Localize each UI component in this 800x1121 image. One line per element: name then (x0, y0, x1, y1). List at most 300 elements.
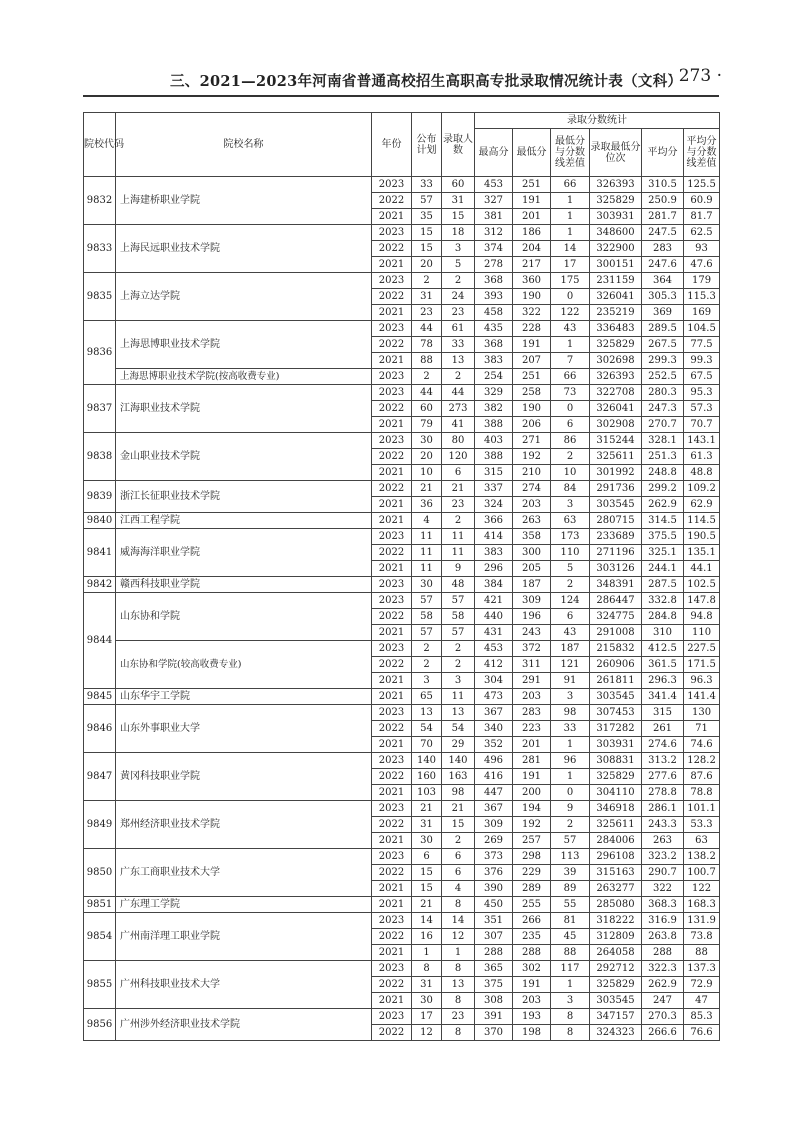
data-cell: 62.9 (684, 497, 720, 513)
data-cell: 121 (551, 657, 590, 673)
data-cell: 223 (513, 721, 551, 737)
data-cell: 289.5 (642, 321, 684, 337)
data-cell: 171.5 (684, 657, 720, 673)
data-cell: 1 (551, 977, 590, 993)
data-cell: 124 (551, 593, 590, 609)
data-cell: 2021 (372, 689, 412, 705)
data-cell: 79 (412, 417, 442, 433)
data-cell: 54 (412, 721, 442, 737)
data-cell: 2023 (372, 529, 412, 545)
data-cell: 74.6 (684, 737, 720, 753)
data-cell: 190 (513, 289, 551, 305)
data-cell: 375 (475, 977, 513, 993)
data-cell: 300 (513, 545, 551, 561)
data-cell: 7 (551, 353, 590, 369)
data-cell: 6 (412, 849, 442, 865)
data-cell: 23 (412, 305, 442, 321)
data-cell: 205 (513, 561, 551, 577)
data-cell: 30 (412, 833, 442, 849)
data-cell: 231159 (590, 273, 642, 289)
school-name-cell: 上海思博职业技术学院(按高收费专业) (116, 369, 372, 385)
data-cell: 278.8 (642, 785, 684, 801)
data-cell: 1 (551, 737, 590, 753)
data-cell: 267.5 (642, 337, 684, 353)
data-cell: 61 (442, 321, 475, 337)
data-cell: 2023 (372, 961, 412, 977)
table-row (84, 481, 720, 497)
data-cell: 2022 (372, 449, 412, 465)
data-cell: 314.5 (642, 513, 684, 529)
data-cell: 296.3 (642, 673, 684, 689)
data-cell: 307 (475, 929, 513, 945)
data-cell: 283 (513, 705, 551, 721)
data-cell: 348391 (590, 577, 642, 593)
data-cell: 21 (412, 481, 442, 497)
data-cell: 5 (551, 561, 590, 577)
data-cell: 9 (442, 561, 475, 577)
data-cell: 2023 (372, 1009, 412, 1025)
school-code-cell: 9851 (84, 897, 116, 913)
data-cell: 187 (551, 641, 590, 657)
data-cell: 311 (513, 657, 551, 673)
data-cell: 304110 (590, 785, 642, 801)
data-cell: 281.7 (642, 209, 684, 225)
data-cell: 57 (551, 833, 590, 849)
data-cell: 3 (442, 673, 475, 689)
school-code-cell: 9845 (84, 689, 116, 705)
data-cell: 23 (442, 305, 475, 321)
data-cell: 4 (442, 881, 475, 897)
data-cell: 261 (642, 721, 684, 737)
data-cell: 303545 (590, 689, 642, 705)
data-cell: 247 (642, 993, 684, 1009)
table-row (84, 177, 720, 193)
header-rule (83, 95, 719, 97)
data-cell: 322 (513, 305, 551, 321)
data-cell: 2 (412, 641, 442, 657)
data-cell: 2021 (372, 209, 412, 225)
data-cell: 266 (513, 913, 551, 929)
data-cell: 263.8 (642, 929, 684, 945)
data-cell: 358 (513, 529, 551, 545)
table-row (84, 273, 720, 289)
data-cell: 260906 (590, 657, 642, 673)
data-cell: 11 (442, 529, 475, 545)
data-cell: 308831 (590, 753, 642, 769)
school-code-cell: 9840 (84, 513, 116, 529)
data-cell: 3 (442, 241, 475, 257)
data-cell: 2023 (372, 849, 412, 865)
data-cell: 2022 (372, 401, 412, 417)
data-cell: 91 (551, 673, 590, 689)
school-code-cell: 9842 (84, 577, 116, 593)
data-cell: 280.3 (642, 385, 684, 401)
data-cell: 2022 (372, 769, 412, 785)
data-cell: 361.5 (642, 657, 684, 673)
data-cell: 31 (412, 289, 442, 305)
data-cell: 62.5 (684, 225, 720, 241)
data-cell: 8 (412, 961, 442, 977)
data-cell: 2022 (372, 241, 412, 257)
table-row (84, 913, 720, 929)
school-name-cell: 上海民远职业技术学院 (116, 225, 372, 273)
school-name-cell: 威海海洋职业学院 (116, 529, 372, 577)
data-cell: 1 (442, 945, 475, 961)
data-cell: 20 (412, 257, 442, 273)
data-cell: 289 (513, 881, 551, 897)
data-cell: 194 (513, 801, 551, 817)
data-cell: 2 (442, 641, 475, 657)
data-cell: 206 (513, 417, 551, 433)
data-cell: 1 (551, 769, 590, 785)
data-cell: 63 (684, 833, 720, 849)
data-cell: 368.3 (642, 897, 684, 913)
data-cell: 364 (642, 273, 684, 289)
data-cell: 77.5 (684, 337, 720, 353)
data-cell: 326393 (590, 177, 642, 193)
school-code-cell: 9841 (84, 529, 116, 577)
data-cell: 243.3 (642, 817, 684, 833)
data-cell: 12 (412, 1025, 442, 1041)
data-cell: 15 (412, 241, 442, 257)
data-cell: 186 (513, 225, 551, 241)
data-cell: 257 (513, 833, 551, 849)
data-cell: 337 (475, 481, 513, 497)
data-cell: 251 (513, 369, 551, 385)
table-row (84, 1009, 720, 1025)
data-cell: 30 (412, 993, 442, 1009)
school-code-cell: 9850 (84, 849, 116, 897)
data-cell: 44 (442, 385, 475, 401)
data-cell: 325829 (590, 337, 642, 353)
data-cell: 33 (442, 337, 475, 353)
data-cell: 367 (475, 705, 513, 721)
data-cell: 191 (513, 769, 551, 785)
data-cell: 8 (442, 897, 475, 913)
data-cell: 57.3 (684, 401, 720, 417)
data-cell: 366 (475, 513, 513, 529)
school-name-cell: 郑州经济职业技术学院 (116, 801, 372, 849)
data-cell: 13 (442, 977, 475, 993)
data-cell: 13 (412, 705, 442, 721)
data-cell: 63 (551, 513, 590, 529)
data-cell: 325829 (590, 977, 642, 993)
data-cell: 316.9 (642, 913, 684, 929)
data-cell: 16 (412, 929, 442, 945)
data-cell: 298 (513, 849, 551, 865)
data-cell: 315 (475, 465, 513, 481)
data-cell: 80 (442, 433, 475, 449)
data-cell: 114.5 (684, 513, 720, 529)
data-cell: 250.9 (642, 193, 684, 209)
data-cell: 21 (442, 801, 475, 817)
data-cell: 290.7 (642, 865, 684, 881)
data-cell: 383 (475, 545, 513, 561)
data-cell: 2023 (372, 801, 412, 817)
table-row (84, 225, 720, 241)
data-cell: 310.5 (642, 177, 684, 193)
table-row (84, 705, 720, 721)
data-cell: 299.3 (642, 353, 684, 369)
data-cell: 376 (475, 865, 513, 881)
data-cell: 217 (513, 257, 551, 273)
data-cell: 191 (513, 193, 551, 209)
data-cell: 191 (513, 977, 551, 993)
data-cell: 2022 (372, 193, 412, 209)
data-cell: 71 (684, 721, 720, 737)
data-cell: 302908 (590, 417, 642, 433)
data-cell: 100.7 (684, 865, 720, 881)
data-cell: 227.5 (684, 641, 720, 657)
data-cell: 179 (684, 273, 720, 289)
data-cell: 291736 (590, 481, 642, 497)
table-body (84, 177, 720, 1041)
data-cell: 2023 (372, 321, 412, 337)
data-cell: 373 (475, 849, 513, 865)
data-cell: 6 (551, 609, 590, 625)
table-row (84, 513, 720, 529)
data-cell: 2022 (372, 545, 412, 561)
data-cell: 370 (475, 1025, 513, 1041)
data-cell: 255 (513, 897, 551, 913)
data-cell: 169 (684, 305, 720, 321)
data-cell: 393 (475, 289, 513, 305)
data-cell: 291 (513, 673, 551, 689)
data-cell: 53.3 (684, 817, 720, 833)
data-cell: 2021 (372, 993, 412, 1009)
data-cell: 15 (442, 817, 475, 833)
data-cell: 128.2 (684, 753, 720, 769)
data-cell: 21 (412, 897, 442, 913)
data-cell: 117 (551, 961, 590, 977)
data-cell: 2022 (372, 1025, 412, 1041)
data-cell: 458 (475, 305, 513, 321)
data-cell: 288 (642, 945, 684, 961)
data-cell: 2021 (372, 833, 412, 849)
school-code-cell: 9832 (84, 177, 116, 225)
data-cell: 322 (642, 881, 684, 897)
data-cell: 270.3 (642, 1009, 684, 1025)
data-cell: 270.7 (642, 417, 684, 433)
data-cell: 300151 (590, 257, 642, 273)
data-cell: 138.2 (684, 849, 720, 865)
data-cell: 6 (442, 465, 475, 481)
data-cell: 143.1 (684, 433, 720, 449)
data-cell: 2021 (372, 417, 412, 433)
school-code-cell: 9833 (84, 225, 116, 273)
data-cell: 13 (442, 353, 475, 369)
school-code-cell: 9855 (84, 961, 116, 1009)
data-cell: 13 (442, 705, 475, 721)
data-cell: 198 (513, 1025, 551, 1041)
data-cell: 35 (412, 209, 442, 225)
data-cell: 2021 (372, 305, 412, 321)
data-cell: 341.4 (642, 689, 684, 705)
data-cell: 196 (513, 609, 551, 625)
data-cell: 251.3 (642, 449, 684, 465)
data-cell: 2022 (372, 817, 412, 833)
data-cell: 391 (475, 1009, 513, 1025)
data-cell: 98 (442, 785, 475, 801)
data-cell: 21 (412, 801, 442, 817)
data-cell: 88 (551, 945, 590, 961)
data-cell: 30 (412, 577, 442, 593)
data-cell: 340 (475, 721, 513, 737)
data-cell: 14 (551, 241, 590, 257)
data-cell: 325829 (590, 769, 642, 785)
data-cell: 375.5 (642, 529, 684, 545)
data-cell: 325611 (590, 449, 642, 465)
data-cell: 365 (475, 961, 513, 977)
data-cell: 228 (513, 321, 551, 337)
data-cell: 251 (513, 177, 551, 193)
data-cell: 2023 (372, 225, 412, 241)
header-cell: 公布计划 (412, 113, 442, 177)
data-cell: 2022 (372, 929, 412, 945)
data-cell: 3 (412, 673, 442, 689)
data-cell: 368 (475, 273, 513, 289)
data-cell: 43 (551, 625, 590, 641)
data-cell: 18 (442, 225, 475, 241)
data-cell: 329 (475, 385, 513, 401)
data-cell: 29 (442, 737, 475, 753)
data-cell: 315163 (590, 865, 642, 881)
data-cell: 103 (412, 785, 442, 801)
school-name-cell: 山东协和学院 (116, 593, 372, 641)
data-cell: 58 (412, 609, 442, 625)
header-cell: 最低分与分数线差值 (551, 129, 590, 177)
school-name-cell: 上海立达学院 (116, 273, 372, 321)
school-code-cell: 9854 (84, 913, 116, 961)
data-cell: 6 (551, 417, 590, 433)
data-cell: 8 (551, 1025, 590, 1041)
data-cell: 86 (551, 433, 590, 449)
data-cell: 147.8 (684, 593, 720, 609)
data-cell: 421 (475, 593, 513, 609)
table-row (84, 321, 720, 337)
data-cell: 10 (551, 465, 590, 481)
school-name-cell: 上海建桥职业学院 (116, 177, 372, 225)
data-cell: 203 (513, 689, 551, 705)
school-name-cell: 广东理工学院 (116, 897, 372, 913)
data-cell: 1 (551, 337, 590, 353)
data-cell: 247.6 (642, 257, 684, 273)
data-cell: 192 (513, 449, 551, 465)
data-cell: 210 (513, 465, 551, 481)
data-cell: 57 (412, 193, 442, 209)
data-cell: 60 (442, 177, 475, 193)
data-cell: 2022 (372, 481, 412, 497)
data-cell: 31 (412, 977, 442, 993)
data-cell: 0 (551, 401, 590, 417)
data-cell: 2021 (372, 737, 412, 753)
data-cell: 286447 (590, 593, 642, 609)
data-cell: 2 (551, 449, 590, 465)
data-cell: 204 (513, 241, 551, 257)
table-row (84, 369, 720, 385)
data-cell: 93 (684, 241, 720, 257)
data-cell: 301992 (590, 465, 642, 481)
header-cell: 最高分 (475, 129, 513, 177)
data-cell: 315244 (590, 433, 642, 449)
data-cell: 2 (412, 657, 442, 673)
data-cell: 496 (475, 753, 513, 769)
data-cell: 388 (475, 417, 513, 433)
data-cell: 435 (475, 321, 513, 337)
data-cell: 348600 (590, 225, 642, 241)
table-row (84, 753, 720, 769)
data-cell: 274.6 (642, 737, 684, 753)
data-cell: 201 (513, 209, 551, 225)
data-cell: 235 (513, 929, 551, 945)
school-name-cell: 广州南洋理工职业学院 (116, 913, 372, 961)
data-cell: 15 (412, 225, 442, 241)
data-cell: 17 (551, 257, 590, 273)
data-cell: 261811 (590, 673, 642, 689)
data-cell: 2022 (372, 289, 412, 305)
school-name-cell: 浙江长征职业技术学院 (116, 481, 372, 513)
data-cell: 271 (513, 433, 551, 449)
data-cell: 368 (475, 337, 513, 353)
data-cell: 269 (475, 833, 513, 849)
data-cell: 2021 (372, 881, 412, 897)
data-cell: 347157 (590, 1009, 642, 1025)
data-cell: 2 (412, 369, 442, 385)
data-cell: 313.2 (642, 753, 684, 769)
header-cell: 院校名称 (116, 113, 372, 177)
data-cell: 322708 (590, 385, 642, 401)
school-code-cell: 9849 (84, 801, 116, 849)
data-cell: 277.6 (642, 769, 684, 785)
data-cell: 322900 (590, 241, 642, 257)
data-cell: 2021 (372, 673, 412, 689)
data-cell: 5 (442, 257, 475, 273)
header-cell: 录取最低分位次 (590, 129, 642, 177)
data-cell: 450 (475, 897, 513, 913)
data-cell: 6 (442, 865, 475, 881)
data-cell: 352 (475, 737, 513, 753)
data-cell: 303931 (590, 737, 642, 753)
data-cell: 66 (551, 177, 590, 193)
data-cell: 102.5 (684, 577, 720, 593)
data-cell: 303126 (590, 561, 642, 577)
data-cell: 2023 (372, 593, 412, 609)
data-cell: 2023 (372, 369, 412, 385)
data-cell: 125.5 (684, 177, 720, 193)
data-cell: 60.9 (684, 193, 720, 209)
data-cell: 431 (475, 625, 513, 641)
data-cell: 390 (475, 881, 513, 897)
data-cell: 284.8 (642, 609, 684, 625)
data-cell: 312809 (590, 929, 642, 945)
data-cell: 39 (551, 865, 590, 881)
table-row (84, 961, 720, 977)
data-cell: 96.3 (684, 673, 720, 689)
table-row (84, 801, 720, 817)
data-cell: 15 (442, 209, 475, 225)
data-cell: 292712 (590, 961, 642, 977)
data-cell: 412.5 (642, 641, 684, 657)
data-cell: 440 (475, 609, 513, 625)
data-cell: 374 (475, 241, 513, 257)
data-cell: 248.8 (642, 465, 684, 481)
school-code-cell: 9836 (84, 321, 116, 385)
data-cell: 296 (475, 561, 513, 577)
data-cell: 3 (551, 993, 590, 1009)
data-cell: 14 (412, 913, 442, 929)
data-cell: 252.5 (642, 369, 684, 385)
data-cell: 31 (412, 817, 442, 833)
